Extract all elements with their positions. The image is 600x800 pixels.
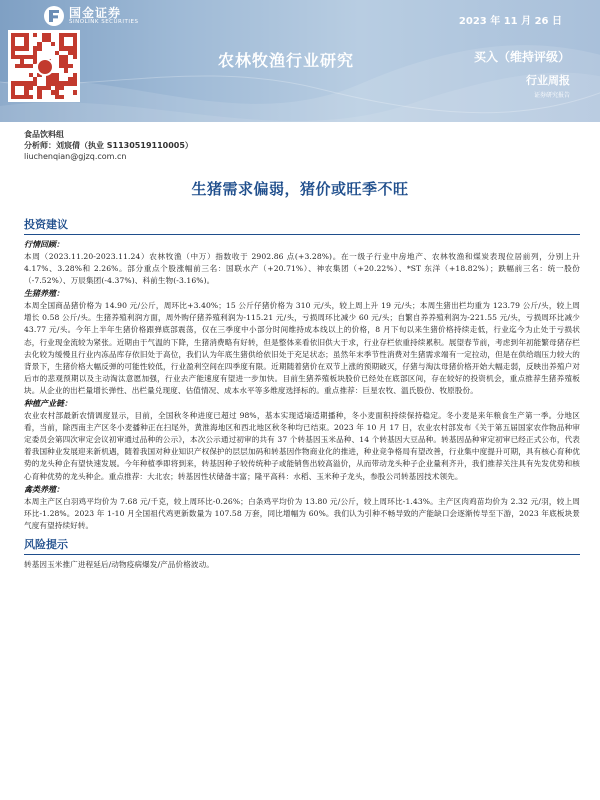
report-type: 行业周报 bbox=[526, 74, 570, 87]
seed-industry-text: 农业农村部最新农情调度显示，目前，全国秋冬种进度已超过 98%，基本实现适墒适期播种，冬小麦面积持续保持稳定。冬小麦是来年粮食生产第一季。分地区看，当前，除西南主产区冬小麦播种正在扫尾外，黄淮海地区和西北地区秋冬种均已结束。2023 年 10 月 17 日，农业农村部发布《关于第五届国家农作物品种审定委员会第四次审定会议初审通过品种的公示》，本次公示通过初审的共有 37 个转基因玉米品种、14 个转基因大豆品种。转基因品种审定初审已经正式公布，代表着我国种业发展迎来新机遇，随着我国对种业知识产权保护的层层加码和转基因作物商业化的推进，种业竞争格局有望改善，行业集中度提升可期，具有核心育种优势的龙头种企有望快速发展。今年种植季即将到来，转基因种子较传统种子或能销售出较高溢价，从而带动龙头种子企业量利齐升，我们推荐关注具有先发优势和核心育种优势的龙头种企。重点推荐：大北农；转基因性状储备丰富；隆平高科：水稻、玉米种子龙头，参股公司转基因技术领先。 bbox=[24, 411, 580, 481]
pig-farming-heading: 生猪养殖： bbox=[24, 289, 64, 299]
poultry-farming-heading: 禽类养殖： bbox=[24, 484, 64, 494]
analyst-sector: 食品饮料组 bbox=[24, 130, 64, 139]
market-review-text: 本周（2023.11.20-2023.11.24）农林牧渔（中万）指数收于 2902.86 点(+3.28%)。在一级子行业中房地产、农林牧渔和煤炭表现位居前列，分别上升 4.17%、3.28%和 2.26%。部分重点个股涨幅前三名：国联水产（+20.71%）、神农集团（+20.22%）、*ST 东洋（+18.82%）；跌幅前三名：统一股份（-7.52%）、万辰集团(-4.37%)、科前生物(-3.16%)。 bbox=[24, 252, 580, 286]
poultry-farming-text: 本周主产区白羽鸡平均价为 7.68 元/千克，较上周环比-0.26%；白条鸡平均价为 13.80 元/公斤，较上周环比-1.43%。主产区肉鸡苗均价为 2.32 元/羽，较上周环比-1.28%。2023 年 1-10 月全国祖代鸡更新数量为 107.58 万套，同比增幅为 60%。我们认为引种不畅导致的产能缺口会逐渐传导至下游，2023 年底板块景气度有望持续好转。 bbox=[24, 496, 580, 530]
analyst-info bbox=[24, 129, 193, 162]
analyst-email: liuchenqian@gjzq.com.cn bbox=[24, 152, 127, 161]
report-body bbox=[24, 216, 580, 571]
market-review-heading: 行情回顾： bbox=[24, 240, 64, 249]
logo-text-en: SINOLINK SECURITIES bbox=[69, 18, 139, 25]
rating-badge: 买入（维持评级） bbox=[473, 50, 570, 64]
qr-center-logo bbox=[36, 58, 54, 76]
report-main-title: 生猪需求偏弱，猪价或旺季不旺 bbox=[191, 180, 409, 198]
report-date: 2023 年 11 月 26 日 bbox=[458, 16, 562, 27]
company-logo bbox=[44, 6, 138, 26]
analyst-name: 分析师：刘宸倩（执业 S1130519110005） bbox=[24, 141, 193, 150]
seed-industry-heading: 种植产业链： bbox=[24, 399, 72, 409]
investment-advice-heading: 投资建议 bbox=[24, 216, 580, 235]
risk-warning-text: 转基因玉米推广进程延后/动物疫病爆发/产品价格波动。 bbox=[24, 559, 214, 569]
report-subtype: 证券研究报告 bbox=[533, 92, 570, 99]
industry-title: 农林牧渔行业研究 bbox=[218, 51, 355, 70]
report-header bbox=[0, 0, 600, 122]
pig-farming-text: 本周全国商品猪价格为 14.90 元/公斤，周环比+3.40%；15 公斤仔猪价格为 310 元/头，较上周上升 19 元/头；本周生猪出栏均重为 123.79 公斤/头，较上周增长 0.58 公斤/头。生猪养殖利润方面，周外购仔猪养殖利润为-115.21 元/头，亏损周环比减少 60 元/头；自繁自养养殖利润为-221.55 元/头，亏损周环比减少 43.77 元/头。今年上半年生猪价格跟弹底部震荡，仅在三季度中小部分时间维持成本线以上的价格，8 月下旬以来生猪价格持续走低，行业迄今为止处于亏损状态，行业现金流较为紧张。近期由于气温的下降，生猪消费略有好转，但是整体来看依旧供大于求，行业存栏依重持续累积。展望春节前，考虑到年初能繁母猪存栏去化较为缓慢且行业内冻品库存依旧处于高位，我们认为年底生猪供给依旧处于充足状态；虽然年末季节性消费对生猪需求端有一定拉动，但是在供给端压力较大的背景下，生猪价格大幅反弹的可能性较低，行业盈利空间在四季度有限。近期随着猪价在双节上涨的预期破灭，仔猪与淘汰母猪价格开始大幅走弱，反映出养殖户对后市的悲观预期以及主动淘汰意愿加强，行业去产能速度有望进一步加快。目前生猪养殖板块股价已经处在底部区间，存在较好的投资机会，重点推荐生猪养殖板块。从企业的出栏量增长弹性、出栏量兑现度、估值情况、成本水平等多维度选择标的。重点推荐：巨星农牧、温氏股份、牧原股份。 bbox=[24, 301, 580, 395]
qr-code-icon bbox=[8, 30, 80, 102]
logo-text-cn: 国金证券 bbox=[69, 5, 122, 20]
risk-warning-heading: 风险提示 bbox=[24, 536, 580, 555]
sinolink-logo-icon bbox=[44, 6, 64, 26]
